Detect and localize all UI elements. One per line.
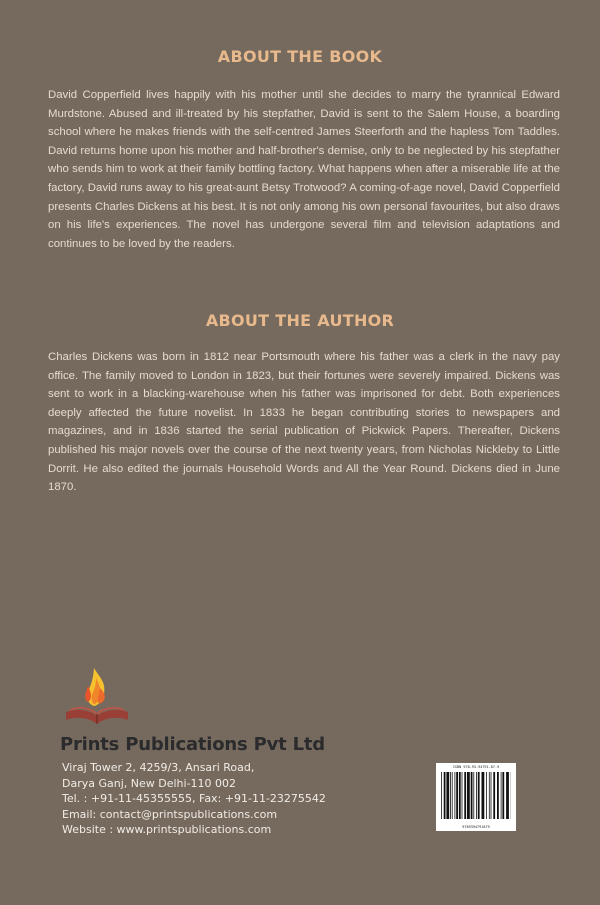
barcode-number: 9789394791879 [462,825,490,829]
about-book-text: David Copperfield lives happily with his mother until she decides to marry the tyrannical Edward Murdstone. Abused and ill-treated by his stepfather, David is sent to the Salem House, a boarding school where he makes friends with the self-centred James Steerforth and the hapless Tom Taddles. David returns home upon his mother and half-brother's demise, only to be neglected by his stepfather who sends him to work at their family bottling factory. What happens when after a miserable life at the factory, David runs away to his great-aunt Betsy Trotwood? A coming-of-age novel, David Copperfield presents Charles Dickens at his best. It is not only among his own personal favourites, but also draws on his life's experiences. The novel has undergone several film and television adaptations and continues to be loved by the readers. [48,89,560,250]
about-author-text: Charles Dickens was born in 1812 near Portsmouth where his father was a clerk in the navy pay office. The family moved to London in 1823, but their fortunes were severely impaired. Dickens was sent to work in a blacking-warehouse when his father was imprisoned for debt. Both experiences deeply affected the future novelist. In 1833 he began contributing stories to newspapers and magazines, and in 1836 started the serial publication of Pickwick Papers. Thereafter, Dickens published his major novels over the course of the next twenty years, from Nicholas Nickleby to Little Dorrit. He also edited the journals Household Words and All the Year Round. Dickens died in June 1870. [48,351,560,494]
about-book-heading: ABOUT THE BOOK [217,47,383,66]
publisher-address-line1: Viraj Tower 2, 4259/3, Ansari Road, [62,761,255,774]
flame-book-logo-icon [60,664,134,728]
publisher-phone: Tel. : +91-11-45355555, Fax: +91-11-23275542 [62,792,326,805]
about-author-heading: ABOUT THE AUTHOR [205,311,395,330]
publisher-email: Email: contact@printspublications.com [62,808,278,821]
publisher-name: Prints Publications Pvt Ltd [60,734,325,755]
barcode-isbn-text: ISBN 978-93-94791-87-9 [452,765,500,769]
barcode [436,763,516,831]
publisher-address-line2: Darya Ganj, New Delhi-110 002 [62,777,237,790]
barcode-bars [441,772,511,819]
publisher-website: Website : www.printspublications.com [62,823,272,836]
